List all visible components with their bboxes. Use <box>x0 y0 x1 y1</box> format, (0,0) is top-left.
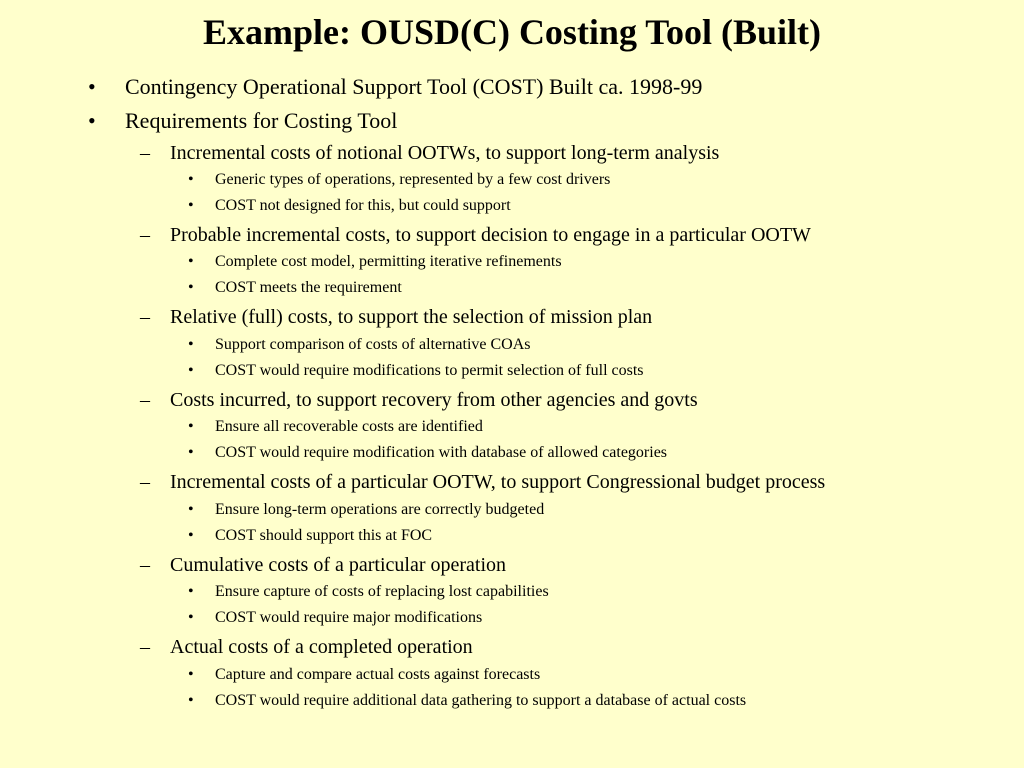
sub-bullet-marker: • <box>188 527 194 544</box>
dash-text: Costs incurred, to support recovery from other agencies and govts <box>170 389 698 411</box>
sub-bullet-text: Ensure all recoverable costs are identified <box>215 418 483 435</box>
dash-text: Incremental costs of notional OOTWs, to support long-term analysis <box>170 142 720 164</box>
sub-bullet-marker: • <box>188 692 194 709</box>
sub-bullet-text: COST would require major modifications <box>215 609 483 626</box>
sub-bullet-text: Complete cost model, permitting iterative refinements <box>215 253 562 270</box>
sub-bullet-marker: • <box>188 444 194 461</box>
sub-bullet-marker: • <box>188 279 194 296</box>
sub-bullet-marker: • <box>188 583 194 600</box>
sub-bullet-marker: • <box>188 253 194 270</box>
sub-bullet-text: COST not designed for this, but could support <box>215 197 511 214</box>
sub-bullet-text: Ensure long-term operations are correctly budgeted <box>215 501 545 518</box>
sub-bullet-marker: • <box>188 666 194 683</box>
sub-bullet-marker: • <box>188 336 194 353</box>
dash-marker: – <box>140 471 150 493</box>
sub-bullet-marker: • <box>188 609 194 626</box>
sub-bullet-marker: • <box>188 197 194 214</box>
slide-title: Example: OUSD(C) Costing Tool (Built) <box>202 12 822 52</box>
sub-bullet-text: Ensure capture of costs of replacing lost capabilities <box>215 583 549 600</box>
sub-bullet-text: COST meets the requirement <box>215 279 402 296</box>
dash-text: Incremental costs of a particular OOTW, to support Congressional budget process <box>170 471 826 493</box>
dash-marker: – <box>140 389 150 411</box>
sub-bullet-text: Capture and compare actual costs against forecasts <box>215 666 541 683</box>
sub-bullet-marker: • <box>188 501 194 518</box>
bullet-text: Requirements for Costing Tool <box>125 108 398 133</box>
dash-marker: – <box>140 554 150 576</box>
sub-bullet-text: COST would require modification with database of allowed categories <box>215 444 668 461</box>
sub-bullet-text: COST would require modifications to permit selection of full costs <box>215 362 644 379</box>
sub-bullet-text: Generic types of operations, represented by a few cost drivers <box>215 171 611 188</box>
dash-text: Probable incremental costs, to support decision to engage in a particular OOTW <box>170 224 811 246</box>
sub-bullet-text: Support comparison of costs of alternative COAs <box>215 336 531 353</box>
sub-bullet-text: COST should support this at FOC <box>215 527 433 544</box>
sub-bullet-marker: • <box>188 171 194 188</box>
dash-text: Cumulative costs of a particular operation <box>170 554 507 576</box>
sub-bullet-text: COST would require additional data gathering to support a database of actual costs <box>215 692 747 709</box>
dash-marker: – <box>140 142 150 164</box>
dash-marker: – <box>140 224 150 246</box>
sub-bullet-marker: • <box>188 418 194 435</box>
bullet-text: Contingency Operational Support Tool (COST) Built ca. 1998-99 <box>125 74 703 99</box>
dash-text: Actual costs of a completed operation <box>170 636 473 658</box>
bullet-marker: • <box>88 108 96 133</box>
sub-bullet-marker: • <box>188 362 194 379</box>
bullet-marker: • <box>88 74 96 99</box>
dash-marker: – <box>140 636 150 658</box>
dash-text: Relative (full) costs, to support the selection of mission plan <box>170 306 653 328</box>
dash-marker: – <box>140 306 150 328</box>
